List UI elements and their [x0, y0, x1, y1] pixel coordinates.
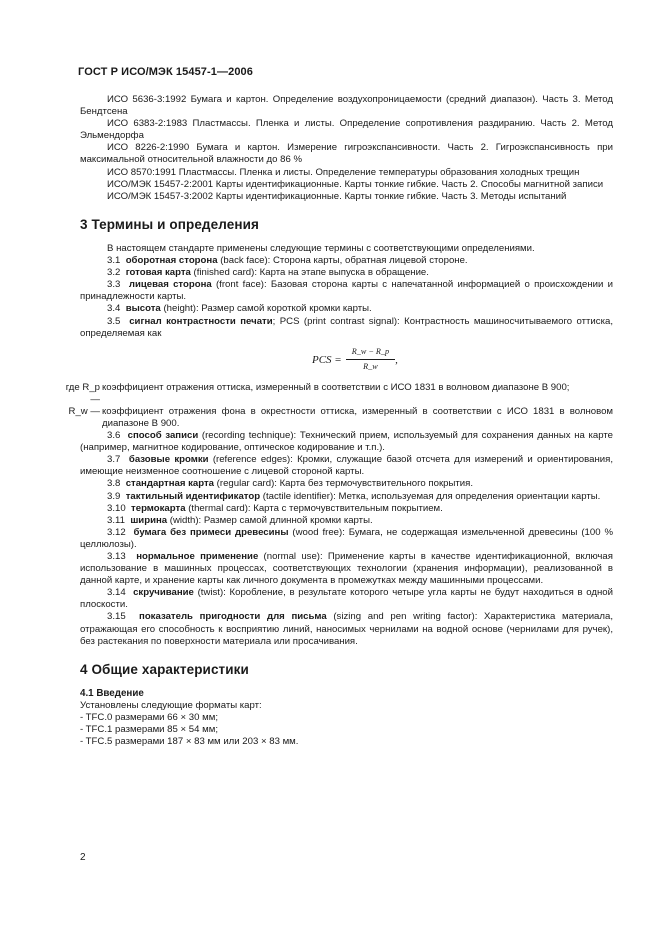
formula-tail: ,: [395, 353, 398, 366]
term-item: [80, 551, 613, 587]
list-item: - TFC.1 размерами 85 × 54 мм;: [80, 724, 218, 736]
term-number: 3.12: [107, 526, 126, 538]
term-definition: (finished card): Карта на этапе выпуска в обращение.: [190, 267, 429, 279]
term-number: 3.6: [107, 430, 121, 442]
term-name: скручивание: [133, 587, 194, 599]
term-number: 3.5: [107, 315, 121, 327]
pcs-formula: [80, 342, 613, 378]
term-definition: (reference edges): Кромки, служащие базой отсчета для измерений и ориентирования, имеющие неизменное соотношение с лицевой стороной карты.: [80, 454, 613, 478]
term-item: [80, 255, 613, 267]
reference-item: ИСО 5636-3:1992 Бумага и картон. Определение воздухопроницаемости (средний диапазон). Часть 3. Метод Бендтсена: [80, 94, 613, 118]
term-number: 3.2: [107, 267, 121, 279]
reference-item: ИСО/МЭК 15457-2:2001 Карты идентификационные. Карты тонкие гибкие. Часть 2. Способы магнитной записи: [107, 178, 604, 190]
legend-row: [65, 381, 613, 406]
term-name: способ записи: [127, 430, 199, 442]
term-item: [80, 303, 613, 315]
term-definition: (front face): Базовая сторона карты с напечатанной информацией о происхождении и принадлежности карты.: [80, 279, 613, 303]
term-definition: (tactile identifier): Метка, используемая для определения ориентации карты.: [260, 490, 601, 502]
reference-item: ИСО/МЭК 15457-3:2002 Карты идентификационные. Карты тонкие гибкие. Часть 3. Методы испытаний: [107, 190, 567, 202]
term-name: термокарта: [131, 502, 186, 514]
term-name: тактильный идентификатор: [125, 490, 261, 502]
term-definition: (wood free): Бумага, не содержащая измельченной древесины (100 % целлюлозы).: [80, 526, 613, 550]
normative-references: [80, 94, 613, 203]
term-definition: (normal use): Применение карты в качестве идентификационной, включая использование в машинных процессах, соответствующих технологии (хранения информации), реализованной в данной карте, и хранение карты как личного документа в промежутках между машинными процессами.: [80, 551, 613, 587]
formula-denominator: R_w: [363, 362, 378, 372]
term-name: лицевая сторона: [128, 279, 212, 291]
formula-lhs: PCS =: [312, 353, 342, 366]
term-number: 3.11: [107, 514, 125, 526]
section-3-title: 3 Термины и определения: [80, 216, 259, 232]
term-number: 3.14: [107, 587, 126, 599]
document-header: ГОСТ Р ИСО/МЭК 15457-1—2006: [78, 66, 253, 78]
term-name: оборотная сторона: [125, 255, 218, 267]
term-item: [80, 491, 613, 503]
subsection-4-1-title: 4.1 Введение: [80, 687, 144, 699]
formula-numerator: R_w − R_p: [346, 346, 395, 360]
page-body: [65, 94, 613, 748]
reference-item: ИСО 6383-2:1983 Пластмассы. Пленка и листы. Определение сопротивления раздиранию. Часть 2. Метод Эльмендорфа: [80, 118, 613, 142]
term-definition: ; PCS (print contrast signal): Контрастность машиносчитываемого оттиска, определяемая как: [80, 315, 613, 339]
term-item: [80, 430, 613, 454]
term-name: готовая карта: [125, 267, 191, 279]
term-definition: (regular card): Карта без термочувствительного покрытия.: [214, 478, 474, 490]
term-number: 3.3: [107, 279, 121, 291]
term-name: сигнал контрастности печати: [129, 315, 273, 327]
legend-text: коэффициент отражения оттиска, измеренный в соответствии с ИСО 1831 в волновом диапазоне В 900;: [102, 381, 570, 393]
legend-symbol: где R_p —: [65, 381, 100, 405]
terms-list-b: [80, 430, 613, 648]
term-item: [80, 316, 613, 340]
legend-symbol: R_w —: [68, 405, 100, 417]
term-name: бумага без примеси древесины: [133, 526, 289, 538]
term-number: 3.4: [107, 303, 121, 315]
term-definition: (back face): Сторона карты, обратная лицевой стороне.: [217, 255, 468, 267]
term-number: 3.9: [107, 490, 121, 502]
term-item: [80, 527, 613, 551]
term-number: 3.13: [107, 551, 126, 562]
reference-item: ИСО 8570:1991 Пластмассы. Пленка и листы. Определение температуры образования холодных трещин: [107, 166, 580, 178]
term-item: [80, 503, 613, 515]
term-definition: (height): Размер самой короткой кромки карты.: [160, 303, 372, 315]
term-definition: (width): Размер самой длинной кромки карты.: [167, 514, 373, 526]
term-definition: (recording technique): Технический прием, используемый для сохранения данных на карте (например, магнитное кодирование, оптическое кодирование и т.п.).: [80, 430, 613, 454]
term-item: [80, 454, 613, 478]
section-4-intro: Установлены следующие форматы карт:: [80, 699, 262, 711]
reference-item: ИСО 8226-2:1990 Бумага и картон. Измерение гигроэкспансивности. Часть 2. Гигроэкспансивность при максимальной относительной влажности до 86 %: [80, 142, 613, 166]
term-name: базовые кромки: [128, 454, 209, 466]
term-item: [80, 478, 613, 490]
list-item: - TFC.0 размерами 66 × 30 мм;: [80, 712, 218, 724]
section-4-title: 4 Общие характеристики: [80, 661, 249, 677]
term-definition: (sizing and pen writing factor): Характеристика материала, отражающая его способность к восприятию линий, наносимых чернилами на водной основе (чернилами для ручек), без растекания по поверхности материала или просачивания.: [80, 611, 613, 647]
term-name: высота: [125, 303, 161, 315]
term-number: 3.7: [107, 454, 121, 466]
term-number: 3.15: [107, 611, 126, 623]
term-number: 3.10: [107, 502, 126, 514]
section-3-intro: В настоящем стандарте применены следующие термины с соответствующими определениями.: [107, 242, 535, 254]
term-item: [80, 587, 613, 611]
legend-row: [68, 405, 613, 430]
term-name: нормальное применение: [136, 551, 259, 562]
term-number: 3.8: [107, 478, 121, 490]
term-definition: (twist): Коробление, в результате которого четыре угла карты не будут находиться в одной плоскости.: [80, 587, 613, 611]
page-number: 2: [80, 852, 86, 863]
term-definition: (thermal card): Карта с термочувствительным покрытием.: [185, 502, 443, 514]
term-number: 3.1: [107, 255, 121, 267]
formula-legend: [65, 381, 613, 430]
term-item: [80, 267, 613, 279]
term-name: показатель пригодности для письма: [139, 611, 327, 623]
term-item: [80, 515, 613, 527]
terms-list-a: [80, 255, 613, 340]
list-item: - TFC.5 размерами 187 × 83 мм или 203 × 83 мм.: [80, 736, 299, 748]
formula-fraction: [346, 346, 395, 373]
term-item: [80, 279, 613, 303]
legend-text: коэффициент отражения фона в окрестности оттиска, измеренный в соответствии с ИСО 1831 в волновом диапазоне В 900.: [102, 405, 613, 429]
term-item: [80, 611, 613, 647]
term-name: стандартная карта: [125, 478, 215, 490]
card-formats-list: [80, 712, 613, 748]
term-name: ширина: [130, 514, 168, 526]
